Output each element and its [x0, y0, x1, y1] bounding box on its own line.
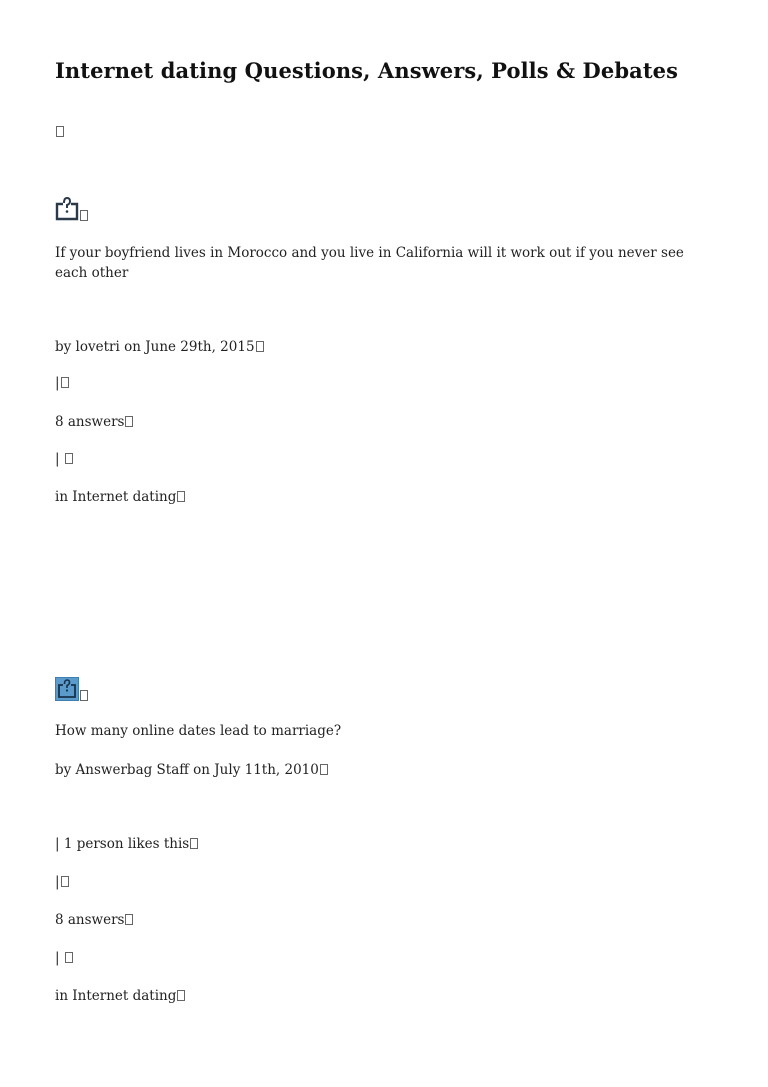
separator: [55, 949, 73, 968]
missing-glyph-icon: [256, 341, 264, 352]
question-byline: [55, 761, 328, 780]
separator: [55, 374, 69, 393]
missing-glyph-icon: [65, 952, 73, 963]
answers-link[interactable]: 8 answers: [55, 912, 125, 928]
separator-text: |: [55, 451, 60, 467]
missing-glyph-icon: [177, 990, 185, 1001]
missing-glyph-icon: [125, 416, 133, 427]
missing-glyph-icon: [80, 210, 88, 221]
question-badge-icon: [55, 677, 79, 701]
likes-text[interactable]: | 1 person likes this: [55, 836, 190, 852]
missing-glyph-icon: [125, 914, 133, 925]
category-link[interactable]: in Internet dating: [55, 988, 177, 1004]
answers-count: [55, 413, 133, 432]
question-share-icon: [55, 197, 79, 221]
missing-glyph-icon: [320, 764, 328, 775]
page-title: Internet dating Questions, Answers, Polls & Debates: [55, 58, 678, 83]
missing-glyph-icon: [61, 377, 69, 388]
missing-glyph-icon: [56, 126, 64, 137]
likes-count: [55, 835, 198, 854]
separator-text: |: [55, 874, 60, 890]
category: [55, 488, 185, 507]
answers-count: [55, 911, 133, 930]
missing-glyph-icon: [80, 690, 88, 701]
missing-glyph-icon: [177, 491, 185, 502]
question-icon-row: [55, 197, 88, 221]
question-text[interactable]: If your boyfriend lives in Morocco and you live in California will it work out if you never see each other: [55, 245, 684, 281]
category: [55, 987, 185, 1006]
question-icon-row: [55, 677, 88, 701]
separator: [55, 873, 69, 892]
byline-text[interactable]: by Answerbag Staff on July 11th, 2010: [55, 762, 319, 778]
missing-glyph-icon: [190, 838, 198, 849]
category-link[interactable]: in Internet dating: [55, 489, 177, 505]
missing-glyph-icon: [65, 453, 73, 464]
answers-link[interactable]: 8 answers: [55, 414, 125, 430]
separator: [55, 450, 73, 469]
separator-text: |: [55, 375, 60, 391]
question-text[interactable]: How many online dates lead to marriage?: [55, 723, 342, 739]
separator-text: |: [55, 950, 60, 966]
byline-text[interactable]: by lovetri on June 29th, 2015: [55, 339, 255, 355]
missing-glyph-icon: [61, 876, 69, 887]
question-byline: [55, 338, 264, 357]
